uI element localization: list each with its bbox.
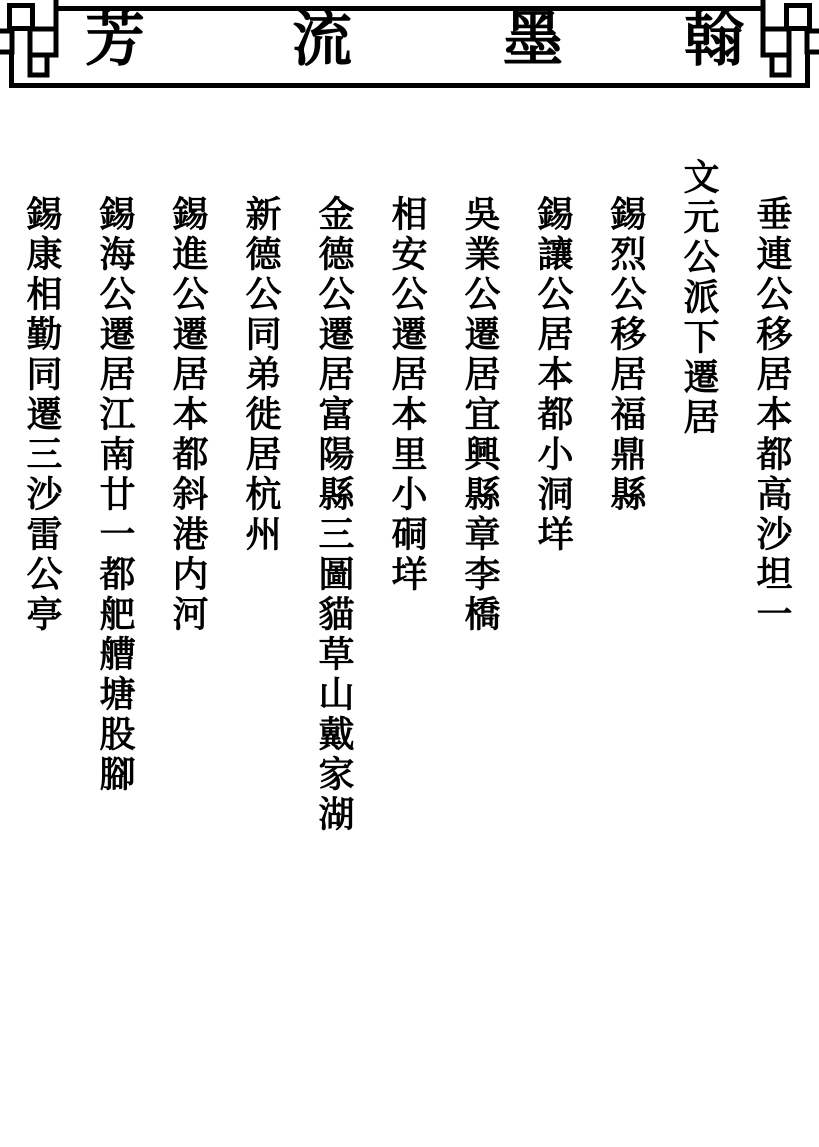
migration-entry: 錫烈公移居福鼎縣 [606, 195, 646, 515]
genealogy-columns [2, 158, 790, 1147]
migration-entry: 錫海公遷居江南廿一都舥艚塘股腳 [95, 195, 135, 795]
banner-title-char: 墨 [503, 7, 563, 73]
banner-title-char: 翰 [684, 7, 744, 73]
banner-title-char: 流 [292, 7, 352, 73]
migration-entry: 錫讓公居本都小洞垟 [533, 195, 573, 555]
banner-title-char: 芳 [85, 7, 145, 73]
migration-entry: 文元公派下遷居 [679, 158, 719, 438]
migration-entry: 相安公遷居本里小硐垟 [387, 195, 427, 595]
migration-entry: 錫進公遷居本都斜港内河 [168, 195, 208, 635]
migration-entry: 金德公遷居富陽縣三圖貓草山戴家湖 [314, 195, 354, 835]
migration-entry: 新德公同弟徙居杭州 [241, 195, 281, 555]
lattice-knot-icon [0, 0, 56, 75]
migration-entry: 吳業公遷居宜興縣章李橋 [460, 195, 500, 635]
migration-entry: 垂連公移居本都高沙坦一 [752, 195, 792, 635]
header-banner [0, 0, 819, 100]
migration-entry: 錫康相勤同遷三沙雷公亭 [22, 195, 62, 635]
lattice-knot-icon [763, 0, 819, 75]
